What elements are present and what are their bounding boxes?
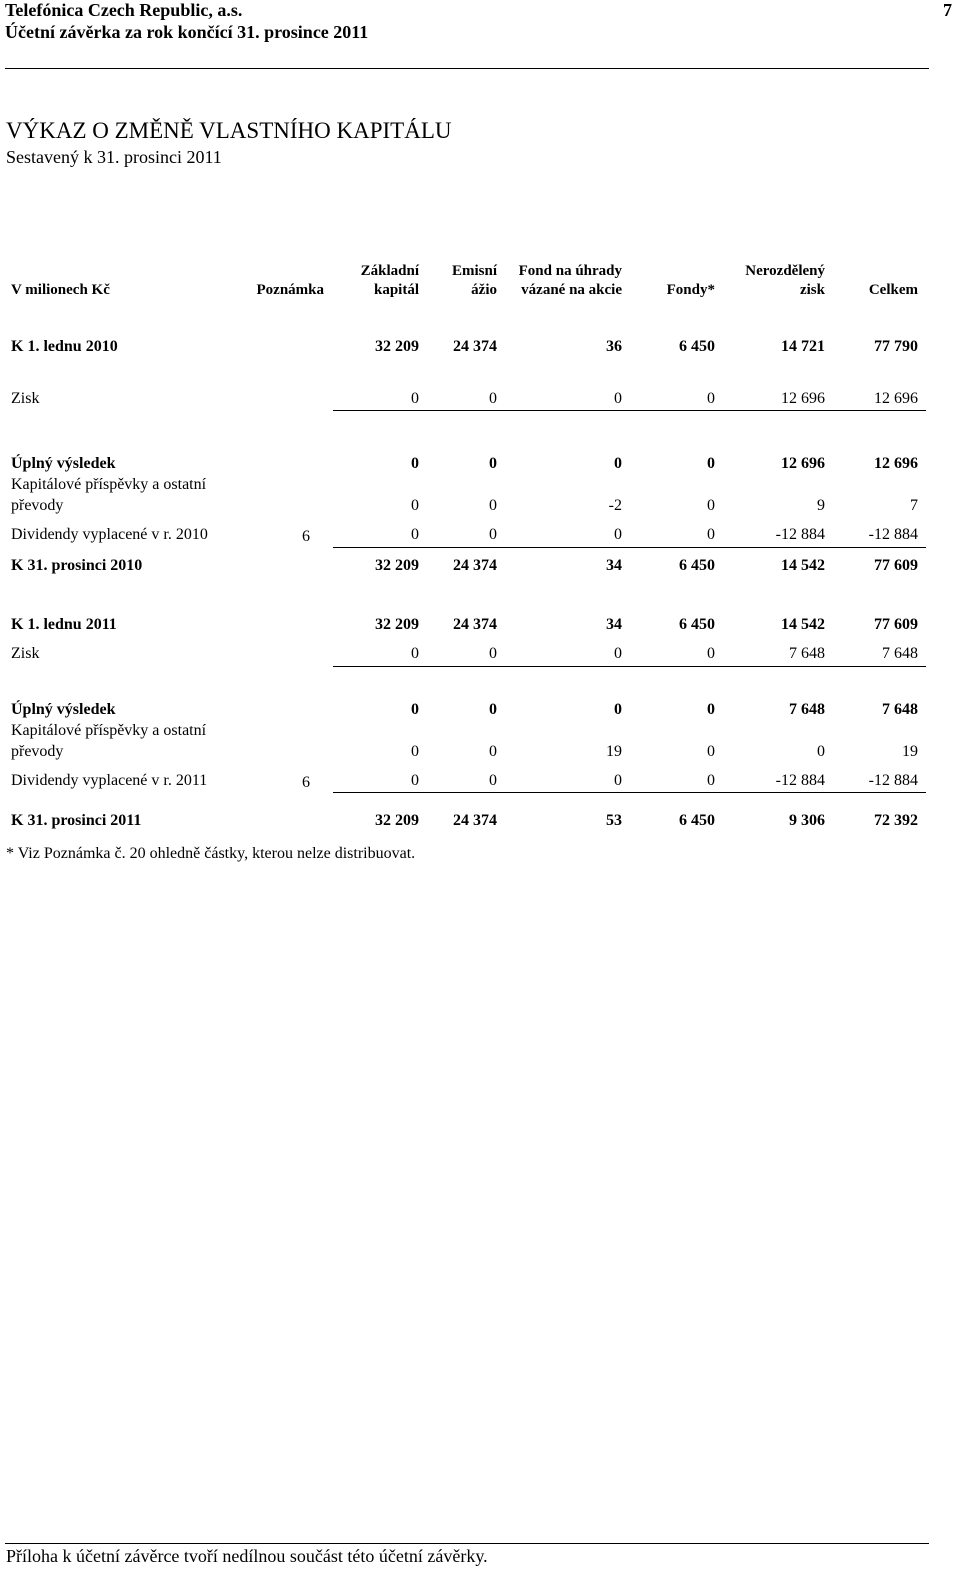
cell-emisni: 24 374 [453,616,497,633]
note-header: Poznámka [256,282,324,298]
cell-zakladni: 32 209 [375,557,419,574]
fond-header-line1: Fond na úhrady [518,263,622,279]
cell-emisni: 0 [489,701,497,718]
page-footer: Příloha k účetní závěrce tvoří nedílnou součást této účetní závěrky. [6,1546,488,1566]
page-title: VÝKAZ O ZMĚNĚ VLASTNÍHO KAPITÁLU [6,118,452,143]
row-label: Úplný výsledek [11,455,116,472]
footnote: * Viz Poznámka č. 20 ohledně částky, kterou nelze distribuovat. [6,845,416,862]
cell-fond: -2 [608,497,622,514]
cell-emisni: 0 [489,743,497,760]
cell-emisni: 24 374 [453,557,497,574]
cell-nerozdeleny: 12 696 [781,455,825,472]
cell-zakladni: 0 [411,645,419,662]
cell-fondy: 6 450 [679,616,715,633]
cell-fondy: 0 [707,701,715,718]
emisni-header-line1: Emisní [451,263,497,279]
cell-celkem: 7 648 [882,645,918,662]
cell-fondy: 6 450 [679,812,715,829]
cell-fondy: 0 [707,497,715,514]
cell-nerozdeleny: 7 648 [789,645,825,662]
nerozdeleny-header-line2: zisk [799,282,825,298]
cell-note: 6 [302,528,310,545]
cell-fondy: 0 [707,390,715,407]
cell-emisni: 0 [489,772,497,789]
subtotal-rule [333,547,926,548]
cell-nerozdeleny: 0 [817,743,825,760]
row-label-line1: Kapitálové příspěvky a ostatní [11,722,207,739]
row-label: Úplný výsledek [11,701,116,718]
cell-nerozdeleny: 14 542 [781,616,825,633]
cell-celkem: 7 648 [882,701,918,718]
row-label: K 1. lednu 2010 [11,338,118,355]
cell-fondy: 0 [707,526,715,543]
cell-emisni: 0 [489,645,497,662]
subtotal-rule [333,666,926,667]
cell-fondy: 0 [707,645,715,662]
cell-zakladni: 0 [411,526,419,543]
row-label: K 31. prosinci 2011 [11,812,142,829]
cell-fond: 0 [614,701,622,718]
cell-note: 6 [302,774,310,791]
report-name: Účetní závěrka za rok končící 31. prosince 2011 [5,22,369,42]
cell-celkem: 72 392 [874,812,918,829]
row-label: Zisk [11,645,40,662]
cell-emisni: 0 [489,526,497,543]
row-label-line2: převody [11,497,64,514]
cell-zakladni: 0 [411,772,419,789]
fondy-header: Fondy* [666,282,715,298]
row-label-line2: převody [11,743,64,760]
zakladni-header-line2: kapitál [373,282,419,298]
cell-fond: 0 [614,455,622,472]
cell-zakladni: 32 209 [375,812,419,829]
cell-fond: 0 [614,526,622,543]
emisni-header-line2: ážio [471,282,497,298]
cell-nerozdeleny: 7 648 [789,701,825,718]
cell-nerozdeleny: 14 721 [781,338,825,355]
cell-emisni: 24 374 [453,812,497,829]
cell-fond: 0 [614,772,622,789]
cell-nerozdeleny: -12 884 [775,526,825,543]
cell-fondy: 0 [707,743,715,760]
zakladni-header-line1: Základní [360,263,419,279]
cell-celkem: 77 609 [874,557,918,574]
page-subtitle: Sestavený k 31. prosinci 2011 [6,147,222,167]
cell-emisni: 0 [489,390,497,407]
subtotal-rule [333,792,926,793]
cell-celkem: 77 790 [874,338,918,355]
cell-emisni: 0 [489,497,497,514]
cell-fond: 0 [614,390,622,407]
cell-celkem: 7 [910,497,918,514]
cell-nerozdeleny: 12 696 [781,390,825,407]
cell-fond: 53 [606,812,622,829]
cell-nerozdeleny: 9 [817,497,825,514]
fond-header-line2: vázané na akcie [521,282,622,298]
cell-celkem: 12 696 [874,455,918,472]
header-divider [5,68,929,69]
cell-celkem: -12 884 [868,526,918,543]
row-label: Dividendy vyplacené v r. 2010 [11,526,208,543]
cell-celkem: 77 609 [874,616,918,633]
subtotal-rule [333,410,926,411]
cell-fond: 0 [614,645,622,662]
cell-zakladni: 32 209 [375,616,419,633]
cell-zakladni: 0 [411,455,419,472]
cell-zakladni: 0 [411,743,419,760]
cell-fond: 34 [606,616,622,633]
cell-fondy: 6 450 [679,338,715,355]
cell-fond: 36 [606,338,622,355]
row-label: K 31. prosinci 2010 [11,557,143,574]
cell-nerozdeleny: 9 306 [789,812,825,829]
cell-fond: 19 [606,743,622,760]
cell-fond: 34 [606,557,622,574]
footer-divider [5,1543,929,1544]
cell-celkem: 19 [902,743,918,760]
cell-zakladni: 0 [411,390,419,407]
nerozdeleny-header-line1: Nerozdělený [745,263,825,279]
cell-emisni: 24 374 [453,338,497,355]
row-label: Dividendy vyplacené v r. 2011 [11,772,208,789]
row-label: Zisk [11,390,40,407]
row-label: K 1. lednu 2011 [11,616,117,633]
page-number: 7 [943,0,952,20]
cell-zakladni: 0 [411,701,419,718]
unit-header: V milionech Kč [11,282,110,298]
row-label-line1: Kapitálové příspěvky a ostatní [11,476,207,493]
cell-nerozdeleny: 14 542 [781,557,825,574]
cell-emisni: 0 [489,455,497,472]
cell-nerozdeleny: -12 884 [775,772,825,789]
celkem-header: Celkem [868,282,918,298]
cell-zakladni: 0 [411,497,419,514]
cell-zakladni: 32 209 [375,338,419,355]
cell-celkem: 12 696 [874,390,918,407]
cell-fondy: 0 [707,455,715,472]
cell-fondy: 6 450 [679,557,715,574]
cell-celkem: -12 884 [868,772,918,789]
cell-fondy: 0 [707,772,715,789]
company-name: Telefónica Czech Republic, a.s. [5,0,243,20]
